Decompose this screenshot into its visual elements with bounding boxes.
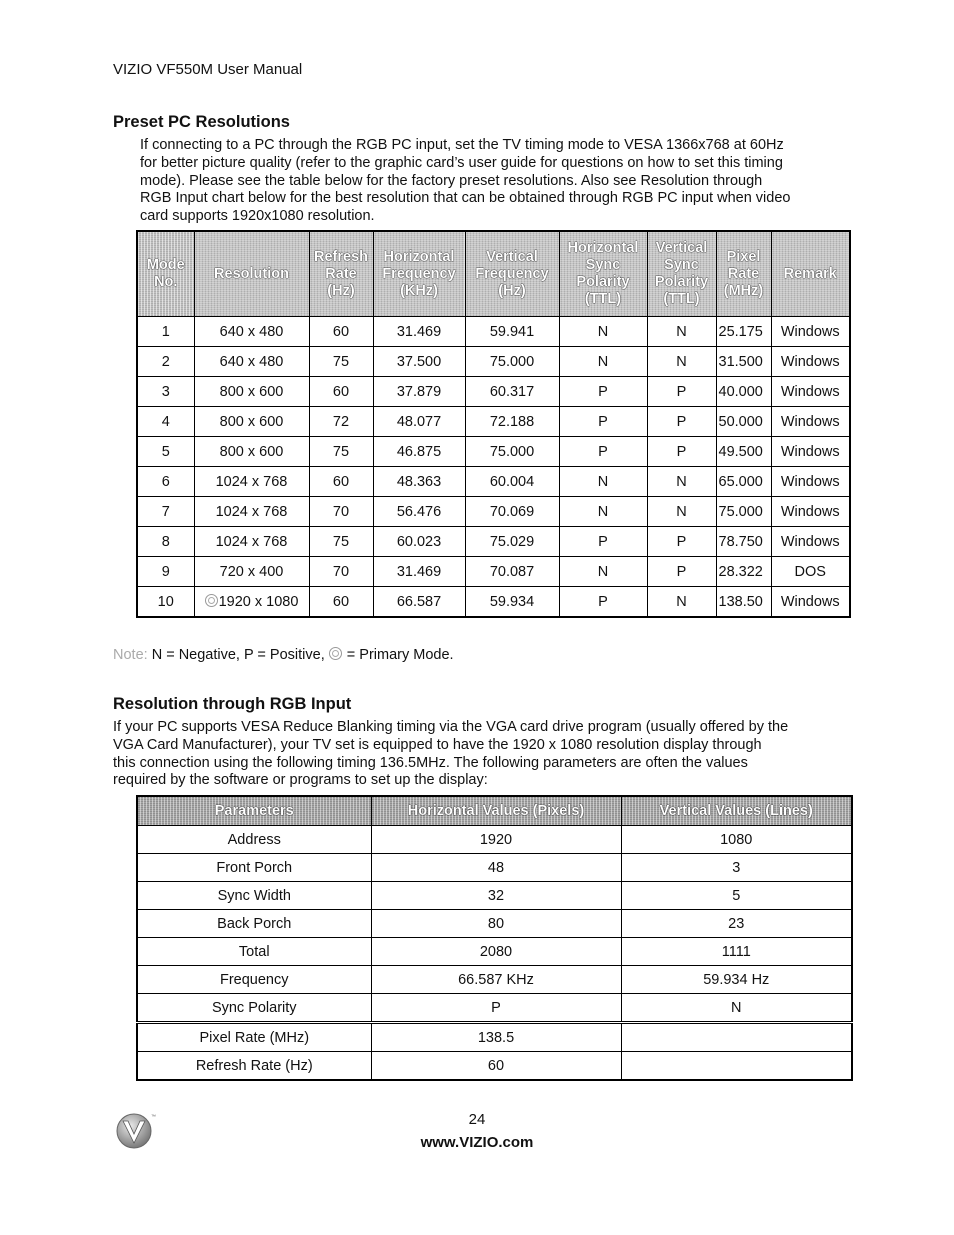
table-cell [309,437,373,467]
cell-value: P [676,563,687,580]
column-header-line: Frequency [475,265,549,282]
cell-value: 60.023 [396,533,442,550]
cell-value: 37.879 [396,383,442,400]
table-cell [194,407,309,437]
table-cell: 1920 [371,826,621,854]
table-row [137,910,852,938]
table-cell [373,377,465,407]
cell-value: 1024 x 768 [215,503,288,520]
table-cell [194,317,309,347]
rgb-timing-table [136,795,853,1081]
column-header-line: Resolution [214,265,289,282]
running-head: VIZIO VF550M User Manual [113,61,303,78]
paragraph-line: card supports 1920x1080 resolution. [140,208,375,225]
cell-value: N [676,323,687,340]
table-row [137,966,852,994]
table-row [137,882,852,910]
cell-value: 66.587 [396,593,442,610]
cell-value: N [676,503,687,520]
table-cell [716,557,771,587]
table-cell [771,557,850,587]
column-header-line: Horizontal [383,248,455,265]
table-cell [137,527,194,557]
cell-value: Windows [780,353,840,370]
table-header-row [137,796,852,826]
cell-value: 60 [332,473,350,490]
table-cell: Sync Width [137,882,371,910]
column-header-line: Vertical [486,248,538,265]
table-cell [373,407,465,437]
column-header-line: Remark [783,265,837,282]
cell-value: 75 [332,353,350,370]
table-cell: 60 [371,1052,621,1081]
cell-value: P [598,533,608,550]
table-cell [309,527,373,557]
cell-value: 25.175 [718,323,763,340]
cell-value: 70.087 [489,563,535,580]
column-header-line: Horizontal [567,240,639,256]
table-cell [771,527,850,557]
column-header-line: Polarity [654,274,709,290]
table-cell [647,407,716,437]
table-cell [647,527,716,557]
paragraph-line: RGB Input chart below for the best resolution that can be obtained through RGB PC input when video [140,190,791,207]
table-cell [559,497,647,527]
website-link[interactable]: www.VIZIO.com [420,1134,534,1151]
cell-value: 56.476 [396,503,442,520]
cell-value: DOS [794,563,826,580]
column-header-line: Polarity [576,274,630,290]
table-cell [621,1052,852,1081]
column-header-line: Rate [727,265,760,282]
primary-mode-icon [329,647,342,660]
table-cell [137,587,194,618]
column-header-line: Refresh [314,248,368,265]
column-header-line: (MHz) [723,282,764,299]
table-cell [194,377,309,407]
table-cell [465,347,559,377]
table-cell [771,317,850,347]
table-cell: 138.5 [371,1023,621,1052]
cell-value: N [597,503,609,520]
cell-value: Windows [780,533,840,550]
table-cell [373,437,465,467]
cell-value: 31.500 [718,353,763,370]
column-header [559,231,647,317]
table-cell [559,317,647,347]
cell-value: 3 [161,383,170,400]
table-cell: P [371,994,621,1023]
table-cell [373,467,465,497]
column-header: Vertical Values (Lines) [621,796,852,826]
cell-value: N [676,593,687,610]
column-header-line: Vertical [655,240,708,256]
cell-value: P [676,533,687,550]
cell-value: 800 x 600 [219,383,284,400]
cell-value: 640 x 480 [219,323,284,340]
table-row [137,994,852,1023]
note-text: = Primary Mode. [342,647,454,663]
table-cell [647,587,716,618]
table-cell [771,407,850,437]
cell-value: 5 [161,443,170,460]
cell-value: 60.317 [489,383,535,400]
section-title-preset-pc-resolutions: Preset PC Resolutions [113,113,290,131]
table-cell [373,557,465,587]
table-row [137,1052,852,1081]
table-cell [716,467,771,497]
paragraph-line: If your PC supports VESA Reduce Blanking timing via the VGA card drive program (usually offered by the [113,719,789,735]
column-header [771,231,850,317]
cell-value: 60 [332,383,350,400]
table-cell [771,587,850,618]
note-label: Note: [113,647,148,663]
paragraph-line: for better picture quality (refer to the graphic card’s user guide for questions on how to set this timing [140,154,783,171]
cell-value: 70 [332,503,350,520]
table-cell [373,587,465,618]
table-cell [716,437,771,467]
column-header [373,231,465,317]
column-header [309,231,373,317]
table-row [137,938,852,966]
table-cell: Sync Polarity [137,994,371,1023]
table-cell [194,467,309,497]
cell-value: 800 x 600 [219,443,284,460]
column-header-line: Pixel [726,248,761,265]
cell-value: 720 x 400 [219,563,284,580]
cell-value: 70.069 [489,503,535,520]
table-cell [309,407,373,437]
table-row [137,377,850,407]
column-header-line: (Hz) [498,282,526,299]
table-cell [465,497,559,527]
table-cell [137,317,194,347]
cell-value: N [597,473,609,490]
table-cell: N [621,994,852,1023]
cell-value: 70 [332,563,350,580]
table-cell [716,587,771,618]
cell-value: 1 [161,323,170,340]
cell-value: 75.000 [718,503,763,520]
column-header [465,231,559,317]
column-header-line: (TTL) [584,291,622,307]
table-cell [373,347,465,377]
table-cell: 1080 [621,826,852,854]
cell-value: 75.000 [489,353,535,370]
cell-value: 60.004 [489,473,535,490]
note-text: N = Negative, P = Positive, [147,647,329,663]
column-header-line: Mode [146,257,185,273]
column-header-line: Sync [585,257,621,273]
preset-resolutions-table [136,230,851,618]
table-cell [137,437,194,467]
table-row [137,407,850,437]
table-cell [137,557,194,587]
table-cell [559,527,647,557]
table-cell [559,377,647,407]
cell-value: 10 [157,593,174,610]
table-row [137,1023,852,1052]
table-cell [309,467,373,497]
cell-value: Windows [780,383,840,400]
cell-value: 2 [161,353,170,370]
table-cell [716,497,771,527]
section2-paragraph [113,719,788,790]
table-cell [465,527,559,557]
table-cell [716,317,771,347]
table-cell [621,1023,852,1052]
table-cell [465,377,559,407]
table-cell [137,467,194,497]
cell-value: 800 x 600 [219,413,284,430]
cell-value: 1024 x 768 [215,533,288,550]
cell-value: 48.077 [396,413,442,430]
table-cell [465,557,559,587]
table-cell: Refresh Rate (Hz) [137,1052,371,1081]
page-number: 24 [468,1111,486,1128]
table-cell [647,437,716,467]
table-row [137,587,850,618]
cell-value: 75.000 [489,443,535,460]
cell-value: 28.322 [718,563,763,580]
table-cell: 32 [371,882,621,910]
table-cell [194,587,309,618]
column-header-line: (Hz) [327,282,355,299]
cell-value: Windows [780,593,840,610]
table-cell: 80 [371,910,621,938]
cell-value: P [676,443,687,460]
table-cell [137,377,194,407]
table-cell: 66.587 KHz [371,966,621,994]
table-cell: Front Porch [137,854,371,882]
column-header-line: No. [154,274,178,290]
cell-value: P [598,413,608,430]
cell-value: P [598,593,608,610]
cell-value: Windows [780,473,840,490]
cell-value: Windows [780,443,840,460]
cell-value: 46.875 [396,443,442,460]
table-row [137,437,850,467]
table-cell [309,587,373,618]
column-header [194,231,309,317]
table-cell [309,377,373,407]
cell-value: 8 [161,533,170,550]
cell-value: 40.000 [718,383,763,400]
cell-value: 72.188 [489,413,535,430]
table-cell [771,347,850,377]
cell-value: 49.500 [718,443,763,460]
table-cell [465,407,559,437]
table-cell: Pixel Rate (MHz) [137,1023,371,1052]
section-title-resolution-rgb-input: Resolution through RGB Input [113,695,352,713]
cell-value: 1920 x 1080 [218,593,299,610]
column-header-line: (KHz) [400,282,438,299]
cell-value: 9 [161,563,170,580]
cell-value: 37.500 [396,353,442,370]
table-cell [194,347,309,377]
table-cell [559,587,647,618]
table-cell [465,587,559,618]
table-row [137,854,852,882]
column-header-line: Frequency [382,265,456,282]
table-cell: 3 [621,854,852,882]
cell-value: N [597,353,609,370]
cell-value: 59.934 [489,593,535,610]
table-cell [559,347,647,377]
table-cell [194,557,309,587]
table-cell [309,347,373,377]
paragraph-line: mode). Please see the table below for the factory preset resolutions. Also see Resolution through [140,172,763,189]
table-cell [647,467,716,497]
table-cell: Frequency [137,966,371,994]
cell-value: 48.363 [396,473,442,490]
cell-value: P [676,383,687,400]
cell-value: 4 [161,413,170,430]
table-cell [137,407,194,437]
table-cell [373,497,465,527]
table-cell [647,557,716,587]
column-header [137,231,194,317]
table-cell [771,377,850,407]
table-cell [559,407,647,437]
cell-value: 50.000 [718,413,763,430]
table-cell [716,377,771,407]
paragraph-line: VGA Card Manufacturer), your TV set is equipped to have the 1920 x 1080 resolution display through [113,736,762,753]
cell-value: 6 [161,473,170,490]
note [113,647,454,663]
table-cell [465,467,559,497]
cell-value: Windows [780,323,840,340]
table-cell: 2080 [371,938,621,966]
cell-value: 31.469 [396,563,442,580]
table-cell [465,317,559,347]
table-cell [309,497,373,527]
table-cell: Back Porch [137,910,371,938]
svg-text:™: ™ [151,1114,156,1120]
table-cell [309,317,373,347]
cell-value: P [598,383,608,400]
cell-value: P [676,413,687,430]
table-cell [716,347,771,377]
table-cell: Address [137,826,371,854]
cell-value: 640 x 480 [219,353,284,370]
table-row [137,317,850,347]
table-cell [137,347,194,377]
cell-value: 60 [332,323,350,340]
cell-value: N [676,473,687,490]
cell-value: 138.50 [718,593,763,610]
table-row [137,347,850,377]
cell-value: 78.750 [718,533,763,550]
table-cell [716,527,771,557]
column-header-line: Sync [664,257,699,273]
table-cell [559,557,647,587]
table-cell [309,557,373,587]
column-header: Horizontal Values (Pixels) [371,796,621,826]
table-cell [559,437,647,467]
table-cell [771,467,850,497]
table-row [137,497,850,527]
paragraph-line: If connecting to a PC through the RGB PC input, set the TV timing mode to VESA 1366x768 at 60Hz [140,137,784,153]
paragraph-line: this connection using the following timing 136.5MHz. The following parameters are often the values [113,754,748,771]
section1-paragraph [140,137,790,226]
table-cell [559,467,647,497]
column-header-line: (TTL) [663,291,700,307]
table-cell [137,497,194,527]
table-cell: 48 [371,854,621,882]
table-cell [647,497,716,527]
column-header-line: Rate [325,265,357,282]
table-cell [771,497,850,527]
table-cell: Total [137,938,371,966]
table-cell: 59.934 Hz [621,966,852,994]
table-cell [194,437,309,467]
table-cell [194,527,309,557]
table-cell: 5 [621,882,852,910]
table-cell [194,497,309,527]
cell-value: 59.941 [489,323,535,340]
table-cell: 23 [621,910,852,938]
cell-value: 65.000 [718,473,763,490]
cell-value: 1024 x 768 [215,473,288,490]
table-cell [716,407,771,437]
table-cell [647,377,716,407]
cell-value: Windows [780,503,840,520]
cell-value: 7 [161,503,170,520]
table-cell [373,527,465,557]
column-header: Parameters [137,796,371,826]
cell-value: N [676,353,687,370]
table-row [137,527,850,557]
cell-value: 60 [332,593,350,610]
table-row [137,557,850,587]
table-cell [771,437,850,467]
column-header [716,231,771,317]
table-cell [465,437,559,467]
cell-value: N [597,323,609,340]
cell-value: 75 [332,443,350,460]
cell-value: 31.469 [396,323,442,340]
cell-value: N [597,563,609,580]
table-cell [647,347,716,377]
table-header-row [137,231,850,317]
cell-value: 75.029 [489,533,535,550]
cell-value: P [598,443,608,460]
cell-value: 72 [332,413,350,430]
table-row [137,467,850,497]
table-cell [647,317,716,347]
table-cell [373,317,465,347]
table-cell: 1111 [621,938,852,966]
column-header [647,231,716,317]
primary-mode-icon [205,594,218,607]
cell-value: Windows [780,413,840,430]
table-row [137,826,852,854]
cell-value: 75 [332,533,350,550]
paragraph-line: required by the software or programs to set up the display: [113,772,488,789]
